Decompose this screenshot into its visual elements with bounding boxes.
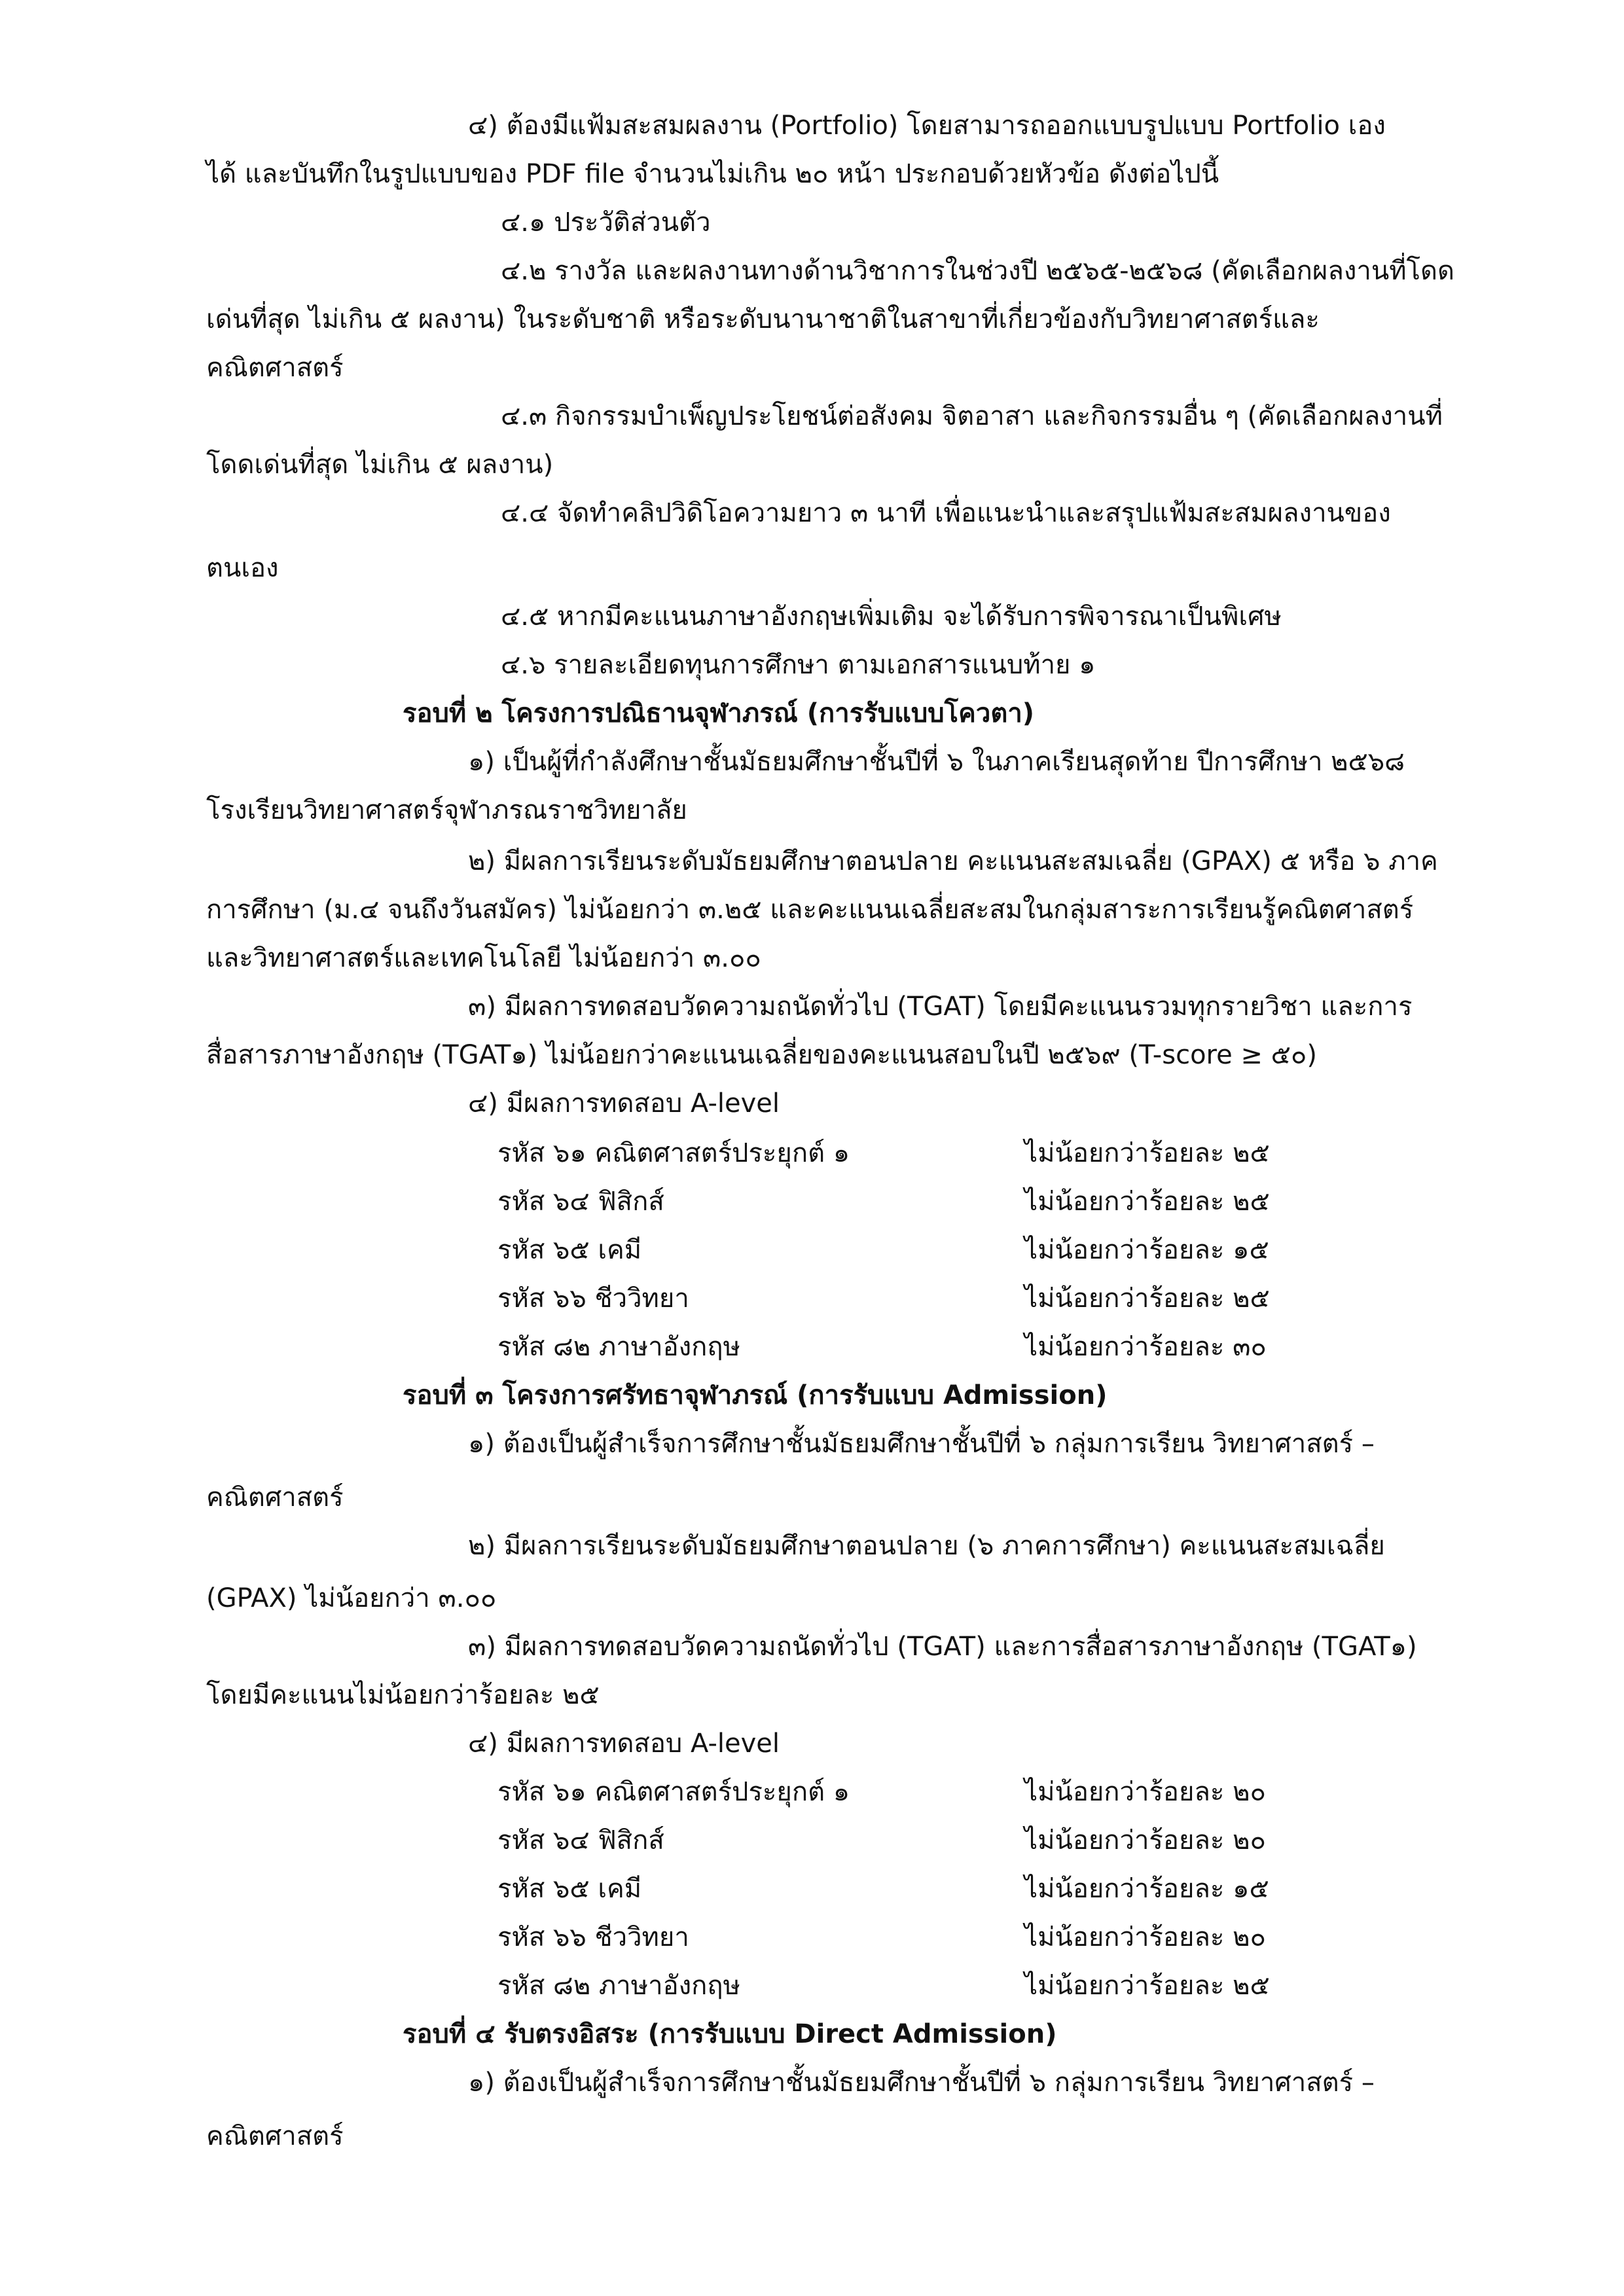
round3-item2-line1: ๒) มีผลการเรียนระดับมัธยมศึกษาตอนปลาย (๖ ภาคการศึกษา) คะแนนสะสมเฉลี่ย xyxy=(468,1531,1385,1561)
round4-item1-line2: คณิตศาสตร์ xyxy=(206,2121,344,2151)
round1-item4-line2: ได้ และบันทึกในรูปแบบของ PDF file จำนวนไม่เกิน ๒๐ หน้า ประกอบด้วยหัวข้อ ดังต่อไปนี้ xyxy=(206,159,1219,189)
alevel-minimum: ไม่น้อยกว่าร้อยละ ๑๕ xyxy=(1024,1235,1269,1265)
round3-heading: รอบที่ ๓ โครงการศรัทธาจุฬาภรณ์ (การรับแบบ Admission) xyxy=(403,1380,1108,1410)
round3-item1-line2: คณิตศาสตร์ xyxy=(206,1482,344,1513)
round1-sub2-line2: เด่นที่สุด ไม่เกิน ๕ ผลงาน) ในระดับชาติ หรือระดับนานาชาติในสาขาที่เกี่ยวข้องกับวิทยาศาสตร์และ xyxy=(206,304,1320,334)
round2-item1-line1: ๑) เป็นผู้ที่กำลังศึกษาชั้นมัธยมศึกษาชั้นปีที่ ๖ ในภาคเรียนสุดท้าย ปีการศึกษา ๒๕๖๘ xyxy=(468,747,1405,777)
round1-sub2-line1: ๔.๒ รางวัล และผลงานทางด้านวิชาการในช่วงปี ๒๕๖๕-๒๕๖๘ (คัดเลือกผลงานที่โดด xyxy=(501,256,1454,286)
alevel-subject: รหัส ๘๒ ภาษาอังกฤษ xyxy=(497,1971,740,2001)
round3-item3-line2: โดยมีคะแนนไม่น้อยกว่าร้อยละ ๒๕ xyxy=(206,1680,600,1710)
round1-sub3-line1: ๔.๓ กิจกรรมบำเพ็ญประโยชน์ต่อสังคม จิตอาสา และกิจกรรมอื่น ๆ (คัดเลือกผลงานที่ xyxy=(501,401,1443,431)
round1-sub4-line1: ๔.๔ จัดทำคลิปวิดิโอความยาว ๓ นาที เพื่อแนะนำและสรุปแฟ้มสะสมผลงานของ xyxy=(501,498,1391,528)
alevel-minimum: ไม่น้อยกว่าร้อยละ ๒๕ xyxy=(1024,1971,1270,2001)
alevel-subject: รหัส ๖๖ ชีววิทยา xyxy=(497,1283,689,1314)
alevel-subject: รหัส ๖๖ ชีววิทยา xyxy=(497,1922,689,1952)
round3-alevel-row xyxy=(0,1872,1624,1906)
round1-sub2-line3: คณิตศาสตร์ xyxy=(206,353,344,383)
round1-sub3-line2: โดดเด่นที่สุด ไม่เกิน ๕ ผลงาน) xyxy=(206,450,554,480)
round2-item2-line2: การศึกษา (ม.๔ จนถึงวันสมัคร) ไม่น้อยกว่า ๓.๒๕ และคะแนนเฉลี่ยสะสมในกลุ่มสาระการเรียนรู้คณิตศาสตร์ xyxy=(206,895,1414,925)
alevel-minimum: ไม่น้อยกว่าร้อยละ ๒๐ xyxy=(1024,1922,1266,1952)
alevel-subject: รหัส ๖๔ ฟิสิกส์ xyxy=(497,1187,664,1217)
round1-sub4-line2: ตนเอง xyxy=(206,553,279,583)
round4-item1-line1: ๑) ต้องเป็นผู้สำเร็จการศึกษาชั้นมัธยมศึกษาชั้นปีที่ ๖ กลุ่มการเรียน วิทยาศาสตร์ – xyxy=(468,2068,1375,2098)
round2-item4: ๔) มีผลการทดสอบ A-level xyxy=(468,1088,780,1119)
round2-item2-line1: ๒) มีผลการเรียนระดับมัธยมศึกษาตอนปลาย คะแนนสะสมเฉลี่ย (GPAX) ๕ หรือ ๖ ภาค xyxy=(468,846,1438,876)
round3-alevel-row xyxy=(0,1920,1624,1954)
round2-item3-line2: สื่อสารภาษาอังกฤษ (TGAT๑) ไม่น้อยกว่าคะแนนเฉลี่ยของคะแนนสอบในปี ๒๕๖๙ (T-score ≥ ๕๐) xyxy=(206,1040,1317,1070)
round1-item4-line1: ๔) ต้องมีแฟ้มสะสมผลงาน (Portfolio) โดยสามารถออกแบบรูปแบบ Portfolio เอง xyxy=(468,111,1386,141)
round3-alevel-row xyxy=(0,1969,1624,2003)
alevel-minimum: ไม่น้อยกว่าร้อยละ ๒๐ xyxy=(1024,1777,1266,1807)
round1-sub6: ๔.๖ รายละเอียดทุนการศึกษา ตามเอกสารแนบท้าย ๑ xyxy=(501,650,1096,680)
round3-alevel-row xyxy=(0,1775,1624,1809)
round2-heading: รอบที่ ๒ โครงการปณิธานจุฬาภรณ์ (การรับแบบโควตา) xyxy=(403,698,1035,728)
round1-sub1: ๔.๑ ประวัติส่วนตัว xyxy=(501,207,711,238)
round2-alevel-row xyxy=(0,1185,1624,1219)
round3-item3-line1: ๓) มีผลการทดสอบวัดความถนัดทั่วไป (TGAT) และการสื่อสารภาษาอังกฤษ (TGAT๑) xyxy=(468,1632,1417,1662)
round2-alevel-row xyxy=(0,1136,1624,1170)
round3-alevel-row xyxy=(0,1823,1624,1857)
round3-item1-line1: ๑) ต้องเป็นผู้สำเร็จการศึกษาชั้นมัธยมศึกษาชั้นปีที่ ๖ กลุ่มการเรียน วิทยาศาสตร์ – xyxy=(468,1429,1375,1459)
alevel-subject: รหัส ๖๔ ฟิสิกส์ xyxy=(497,1825,664,1856)
round2-item1-line2: โรงเรียนวิทยาศาสตร์จุฬาภรณราชวิทยาลัย xyxy=(206,795,687,825)
alevel-subject: รหัส ๖๕ เคมี xyxy=(497,1235,642,1265)
alevel-minimum: ไม่น้อยกว่าร้อยละ ๒๕ xyxy=(1024,1138,1270,1168)
alevel-subject: รหัส ๖๑ คณิตศาสตร์ประยุกต์ ๑ xyxy=(497,1138,850,1168)
round4-heading: รอบที่ ๔ รับตรงอิสระ (การรับแบบ Direct Admission) xyxy=(403,2019,1057,2049)
alevel-minimum: ไม่น้อยกว่าร้อยละ ๒๐ xyxy=(1024,1825,1266,1856)
alevel-subject: รหัส ๖๕ เคมี xyxy=(497,1874,642,1904)
alevel-minimum: ไม่น้อยกว่าร้อยละ ๓๐ xyxy=(1024,1332,1267,1362)
alevel-minimum: ไม่น้อยกว่าร้อยละ ๒๕ xyxy=(1024,1283,1270,1314)
round2-alevel-row xyxy=(0,1330,1624,1364)
alevel-subject: รหัส ๖๑ คณิตศาสตร์ประยุกต์ ๑ xyxy=(497,1777,850,1807)
round3-item4: ๔) มีผลการทดสอบ A-level xyxy=(468,1729,780,1759)
alevel-minimum: ไม่น้อยกว่าร้อยละ ๑๕ xyxy=(1024,1874,1269,1904)
round1-sub5: ๔.๕ หากมีคะแนนภาษาอังกฤษเพิ่มเติม จะได้รับการพิจารณาเป็นพิเศษ xyxy=(501,601,1282,632)
round2-item2-line3: และวิทยาศาสตร์และเทคโนโลยี ไม่น้อยกว่า ๓.๐๐ xyxy=(206,943,761,973)
round2-alevel-row xyxy=(0,1233,1624,1267)
round3-item2-line2: (GPAX) ไม่น้อยกว่า ๓.๐๐ xyxy=(206,1583,497,1613)
alevel-subject: รหัส ๘๒ ภาษาอังกฤษ xyxy=(497,1332,740,1362)
round2-alevel-row xyxy=(0,1282,1624,1316)
alevel-minimum: ไม่น้อยกว่าร้อยละ ๒๕ xyxy=(1024,1187,1270,1217)
round2-item3-line1: ๓) มีผลการทดสอบวัดความถนัดทั่วไป (TGAT) โดยมีคะแนนรวมทุกรายวิชา และการ xyxy=(468,992,1413,1022)
